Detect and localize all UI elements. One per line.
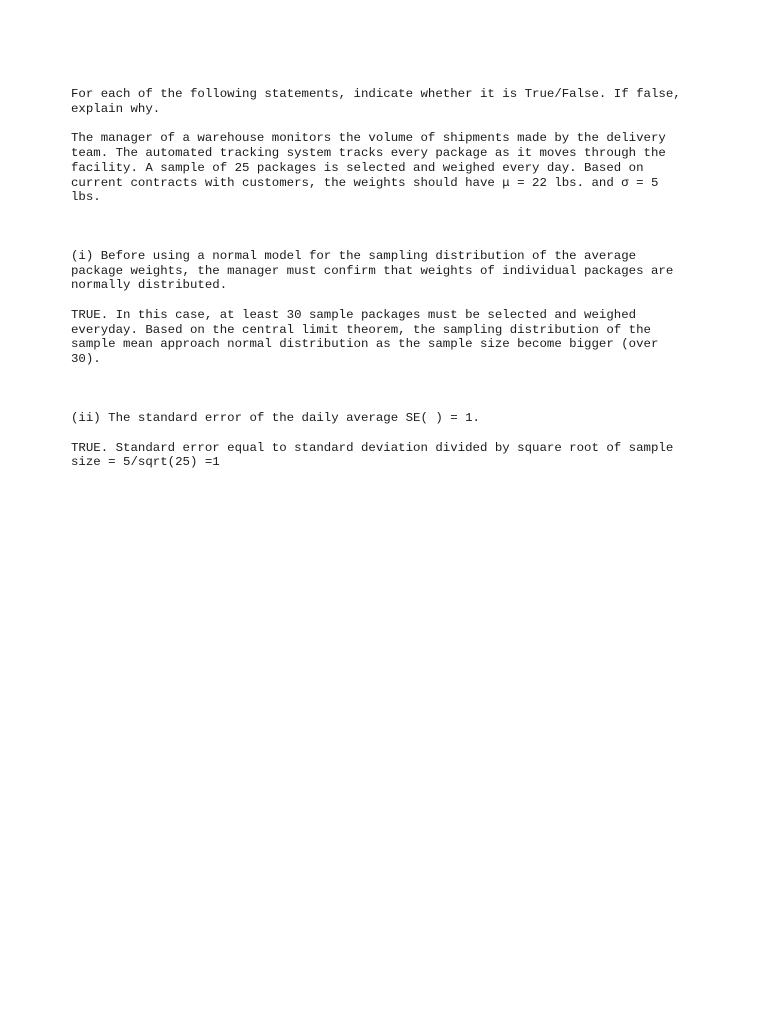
document-body [71,87,701,470]
statement-1-question: (i) Before using a normal model for the sampling distribution of the average package weights, the manager must confirm that weights of individual packages are normally distributed. [71,248,674,293]
instructions-text: For each of the following statements, indicate whether it is True/False. If false, explain why. [71,87,681,116]
statement-2-question: (ii) The standard error of the daily average SE( ) = 1. [71,410,480,425]
statement-1-answer: TRUE. In this case, at least 30 sample packages must be selected and weighed everyday. Based on the central limit theorem, the sampling distribution of the sample mean approach normal distribution as the sample size become bigger (over 30). [71,308,659,367]
statement-2-answer: TRUE. Standard error equal to standard deviation divided by square root of sample size = 5/sqrt(25) =1 [71,440,674,470]
scenario-text: The manager of a warehouse monitors the volume of shipments made by the delivery team. The automated tracking system tracks every package as it moves through the facility. A sample of 25 packages is selected and weighed every day. Based on current contracts with customers, the weights should have μ = 22 lbs. and σ = 5 lbs. [71,131,666,205]
